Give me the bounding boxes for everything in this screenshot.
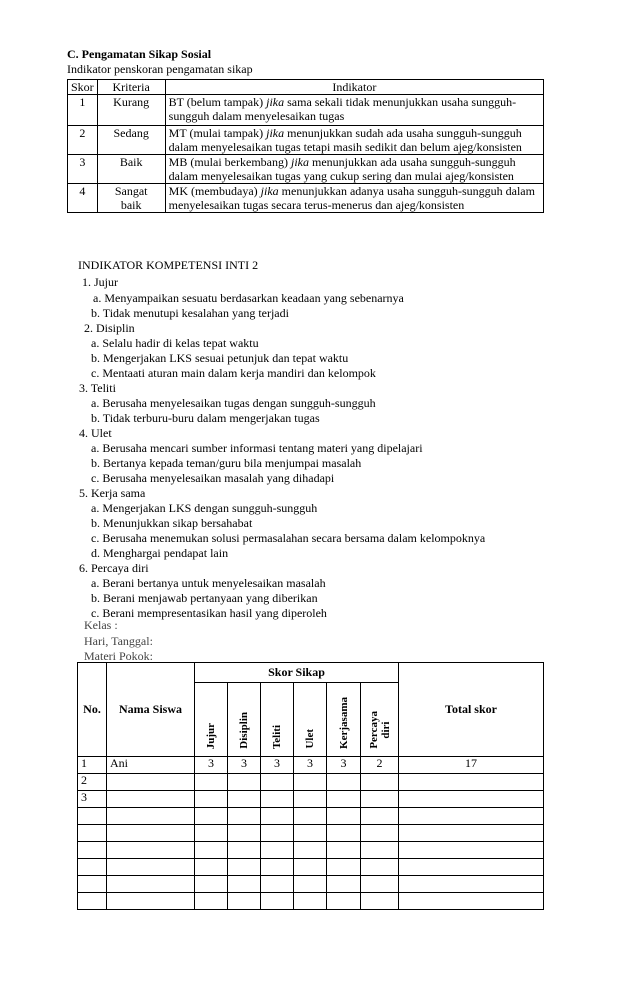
score-cell bbox=[361, 791, 399, 808]
indikator-cell: MB (mulai berkembang) jika menunjukkan ada usaha sungguh-sungguh dalam menyelesaikan tugas yang cukup sering dan mulai ajeg/konsisten bbox=[165, 155, 543, 184]
kriteria-cell: Sangat baik bbox=[97, 184, 165, 213]
total-cell bbox=[399, 876, 544, 893]
score-cell bbox=[361, 876, 399, 893]
score-cell bbox=[228, 825, 261, 842]
indicator-6-item-c: c. Berani mempresentasikan hasil yang diperoleh bbox=[91, 606, 327, 620]
indicator-2-item-c: c. Mentaati aturan main dalam kerja mandiri dan kelompok bbox=[91, 366, 376, 380]
score-cell bbox=[361, 774, 399, 791]
nama-cell: Ani bbox=[107, 757, 195, 774]
score-table-header bbox=[68, 80, 544, 95]
indicator-4-title: 4. Ulet bbox=[79, 426, 112, 440]
indicator-5-title: 5. Kerja sama bbox=[79, 486, 146, 500]
score-criteria-table bbox=[67, 79, 544, 213]
indikator-cell: MK (membudaya) jika menunjukkan adanya usaha sungguh-sungguh dalam menyelesaikan tugas secara terus-menerus dan ajeg/konsisten bbox=[165, 184, 543, 213]
score-cell bbox=[294, 774, 327, 791]
table-row bbox=[78, 808, 544, 825]
score-cell bbox=[228, 842, 261, 859]
indicator-3-item-b: b. Tidak terburu-buru dalam mengerjakan tugas bbox=[91, 411, 320, 425]
kriteria-cell: Baik bbox=[97, 155, 165, 184]
score-cell bbox=[327, 842, 361, 859]
skor-cell: 2 bbox=[68, 126, 98, 155]
indicator-5-item-a: a. Mengerjakan LKS dengan sungguh-sungguh bbox=[91, 501, 318, 515]
skor-cell: 4 bbox=[68, 184, 98, 213]
score-cell bbox=[195, 893, 228, 910]
no-cell bbox=[78, 808, 107, 825]
score-cell bbox=[294, 791, 327, 808]
score-cell bbox=[327, 774, 361, 791]
header-ulet: Ulet bbox=[294, 683, 327, 757]
no-cell: 1 bbox=[78, 757, 107, 774]
observation-table bbox=[77, 662, 544, 910]
table-row bbox=[78, 859, 544, 876]
score-cell bbox=[261, 876, 294, 893]
score-cell bbox=[294, 842, 327, 859]
nama-cell bbox=[107, 893, 195, 910]
nama-cell bbox=[107, 825, 195, 842]
total-cell bbox=[399, 774, 544, 791]
nama-cell bbox=[107, 876, 195, 893]
table-row bbox=[78, 842, 544, 859]
header-indikator: Indikator bbox=[165, 80, 543, 95]
total-cell bbox=[399, 791, 544, 808]
score-cell bbox=[228, 774, 261, 791]
indicator-2-title: 2. Disiplin bbox=[84, 321, 135, 335]
score-cell bbox=[361, 842, 399, 859]
header-skor: Skor bbox=[68, 80, 98, 95]
skor-cell: 1 bbox=[68, 95, 98, 126]
nama-cell bbox=[107, 791, 195, 808]
header-kerjasama: Kerjasama bbox=[327, 683, 361, 757]
indicator-5-item-c: c. Berusaha menemukan solusi permasalahan secara bersama dalam kelompoknya bbox=[91, 531, 486, 545]
score-cell bbox=[261, 774, 294, 791]
score-cell bbox=[361, 825, 399, 842]
indicator-1-item-a: a. Menyampaikan sesuatu berdasarkan keadaan yang sebenarnya bbox=[93, 291, 404, 305]
indicator-3-item-a: a. Berusaha menyelesaikan tugas dengan sungguh-sungguh bbox=[91, 396, 376, 410]
score-cell bbox=[261, 859, 294, 876]
header-disiplin: Disiplin bbox=[228, 683, 261, 757]
score-cell bbox=[195, 842, 228, 859]
no-cell bbox=[78, 842, 107, 859]
table-row bbox=[78, 825, 544, 842]
score-cell bbox=[327, 825, 361, 842]
score-cell bbox=[294, 825, 327, 842]
no-cell bbox=[78, 876, 107, 893]
total-cell bbox=[399, 825, 544, 842]
score-cell: 3 bbox=[228, 757, 261, 774]
kriteria-cell: Kurang bbox=[97, 95, 165, 126]
nama-cell bbox=[107, 774, 195, 791]
score-cell: 3 bbox=[195, 757, 228, 774]
materi-pokok-label: Materi Pokok: bbox=[84, 649, 153, 663]
header-nama-siswa: Nama Siswa bbox=[107, 663, 195, 757]
ki-title: INDIKATOR KOMPETENSI INTI 2 bbox=[78, 258, 259, 272]
section-title: C. Pengamatan Sikap Sosial bbox=[67, 47, 212, 61]
indicator-4-item-c: c. Berusaha menyelesaikan masalah yang dihadapi bbox=[91, 471, 335, 485]
indicator-3-title: 3. Teliti bbox=[79, 381, 116, 395]
score-cell bbox=[261, 825, 294, 842]
nama-cell bbox=[107, 859, 195, 876]
indicator-1-title: 1. Jujur bbox=[82, 275, 118, 289]
score-row-3 bbox=[68, 155, 544, 184]
score-cell bbox=[294, 893, 327, 910]
total-cell: 17 bbox=[399, 757, 544, 774]
score-cell bbox=[361, 859, 399, 876]
score-cell bbox=[261, 808, 294, 825]
no-cell bbox=[78, 893, 107, 910]
indicator-6-item-b: b. Berani menjawab pertanyaan yang diberikan bbox=[91, 591, 318, 605]
score-cell bbox=[294, 876, 327, 893]
kriteria-cell: Sedang bbox=[97, 126, 165, 155]
score-cell bbox=[195, 825, 228, 842]
total-cell bbox=[399, 859, 544, 876]
score-cell bbox=[195, 876, 228, 893]
indicator-4-item-b: b. Bertanya kepada teman/guru bila menjumpai masalah bbox=[91, 456, 362, 470]
total-cell bbox=[399, 808, 544, 825]
header-teliti: Teliti bbox=[261, 683, 294, 757]
score-cell bbox=[195, 774, 228, 791]
score-cell bbox=[195, 808, 228, 825]
table-row bbox=[78, 791, 544, 808]
kelas-label: Kelas : bbox=[84, 618, 118, 632]
score-cell: 3 bbox=[294, 757, 327, 774]
header-total-skor: Total skor bbox=[399, 663, 544, 757]
hari-tanggal-label: Hari, Tanggal: bbox=[84, 634, 153, 648]
header-jujur: Jujur bbox=[195, 683, 228, 757]
header-percaya-diri: Percaya diri bbox=[361, 683, 399, 757]
nama-cell bbox=[107, 808, 195, 825]
score-cell bbox=[228, 876, 261, 893]
score-row-4 bbox=[68, 184, 544, 213]
score-cell bbox=[228, 808, 261, 825]
indikator-cell: MT (mulai tampak) jika menunjukkan sudah ada usaha sungguh-sungguh dalam menyelesaikan tugas tetapi masih sedikit dan belum ajeg/konsisten bbox=[165, 126, 543, 155]
indicator-6-title: 6. Percaya diri bbox=[79, 561, 149, 575]
table-row bbox=[78, 774, 544, 791]
score-cell: 2 bbox=[361, 757, 399, 774]
score-cell bbox=[327, 876, 361, 893]
indikator-cell: BT (belum tampak) jika sama sekali tidak menunjukkan usaha sungguh-sungguh dalam menyelesaikan tugas bbox=[165, 95, 543, 126]
score-cell: 3 bbox=[327, 757, 361, 774]
no-cell bbox=[78, 859, 107, 876]
score-cell bbox=[327, 791, 361, 808]
header-skor-sikap: Skor Sikap bbox=[195, 663, 399, 683]
score-cell bbox=[294, 859, 327, 876]
no-cell bbox=[78, 825, 107, 842]
score-row-2 bbox=[68, 126, 544, 155]
table-row bbox=[78, 893, 544, 910]
subtitle: Indikator penskoran pengamatan sikap bbox=[67, 62, 253, 76]
score-cell bbox=[261, 842, 294, 859]
indicator-4-item-a: a. Berusaha mencari sumber informasi tentang materi yang dipelajari bbox=[91, 441, 423, 455]
score-cell bbox=[228, 791, 261, 808]
indicator-6-item-a: a. Berani bertanya untuk menyelesaikan masalah bbox=[91, 576, 326, 590]
score-cell bbox=[261, 791, 294, 808]
total-cell bbox=[399, 842, 544, 859]
nama-cell bbox=[107, 842, 195, 859]
header-kriteria: Kriteria bbox=[97, 80, 165, 95]
score-cell bbox=[261, 893, 294, 910]
score-cell bbox=[195, 791, 228, 808]
indicator-5-item-b: b. Menunjukkan sikap bersahabat bbox=[91, 516, 253, 530]
score-cell bbox=[195, 859, 228, 876]
score-cell bbox=[327, 859, 361, 876]
score-row-1 bbox=[68, 95, 544, 126]
score-cell bbox=[228, 859, 261, 876]
indicator-1-item-b: b. Tidak menutupi kesalahan yang terjadi bbox=[91, 306, 289, 320]
score-cell bbox=[327, 808, 361, 825]
score-cell bbox=[327, 893, 361, 910]
indicator-2-item-a: a. Selalu hadir di kelas tepat waktu bbox=[91, 336, 259, 350]
table-row bbox=[78, 876, 544, 893]
score-cell: 3 bbox=[261, 757, 294, 774]
no-cell: 2 bbox=[78, 774, 107, 791]
score-cell bbox=[294, 808, 327, 825]
score-cell bbox=[361, 893, 399, 910]
header-no: No. bbox=[78, 663, 107, 757]
indicator-5-item-d: d. Menghargai pendapat lain bbox=[91, 546, 229, 560]
score-cell bbox=[361, 808, 399, 825]
indicator-2-item-b: b. Mengerjakan LKS sesuai petunjuk dan tepat waktu bbox=[91, 351, 349, 365]
total-cell bbox=[399, 893, 544, 910]
score-cell bbox=[228, 893, 261, 910]
table-row bbox=[78, 757, 544, 774]
skor-cell: 3 bbox=[68, 155, 98, 184]
no-cell: 3 bbox=[78, 791, 107, 808]
